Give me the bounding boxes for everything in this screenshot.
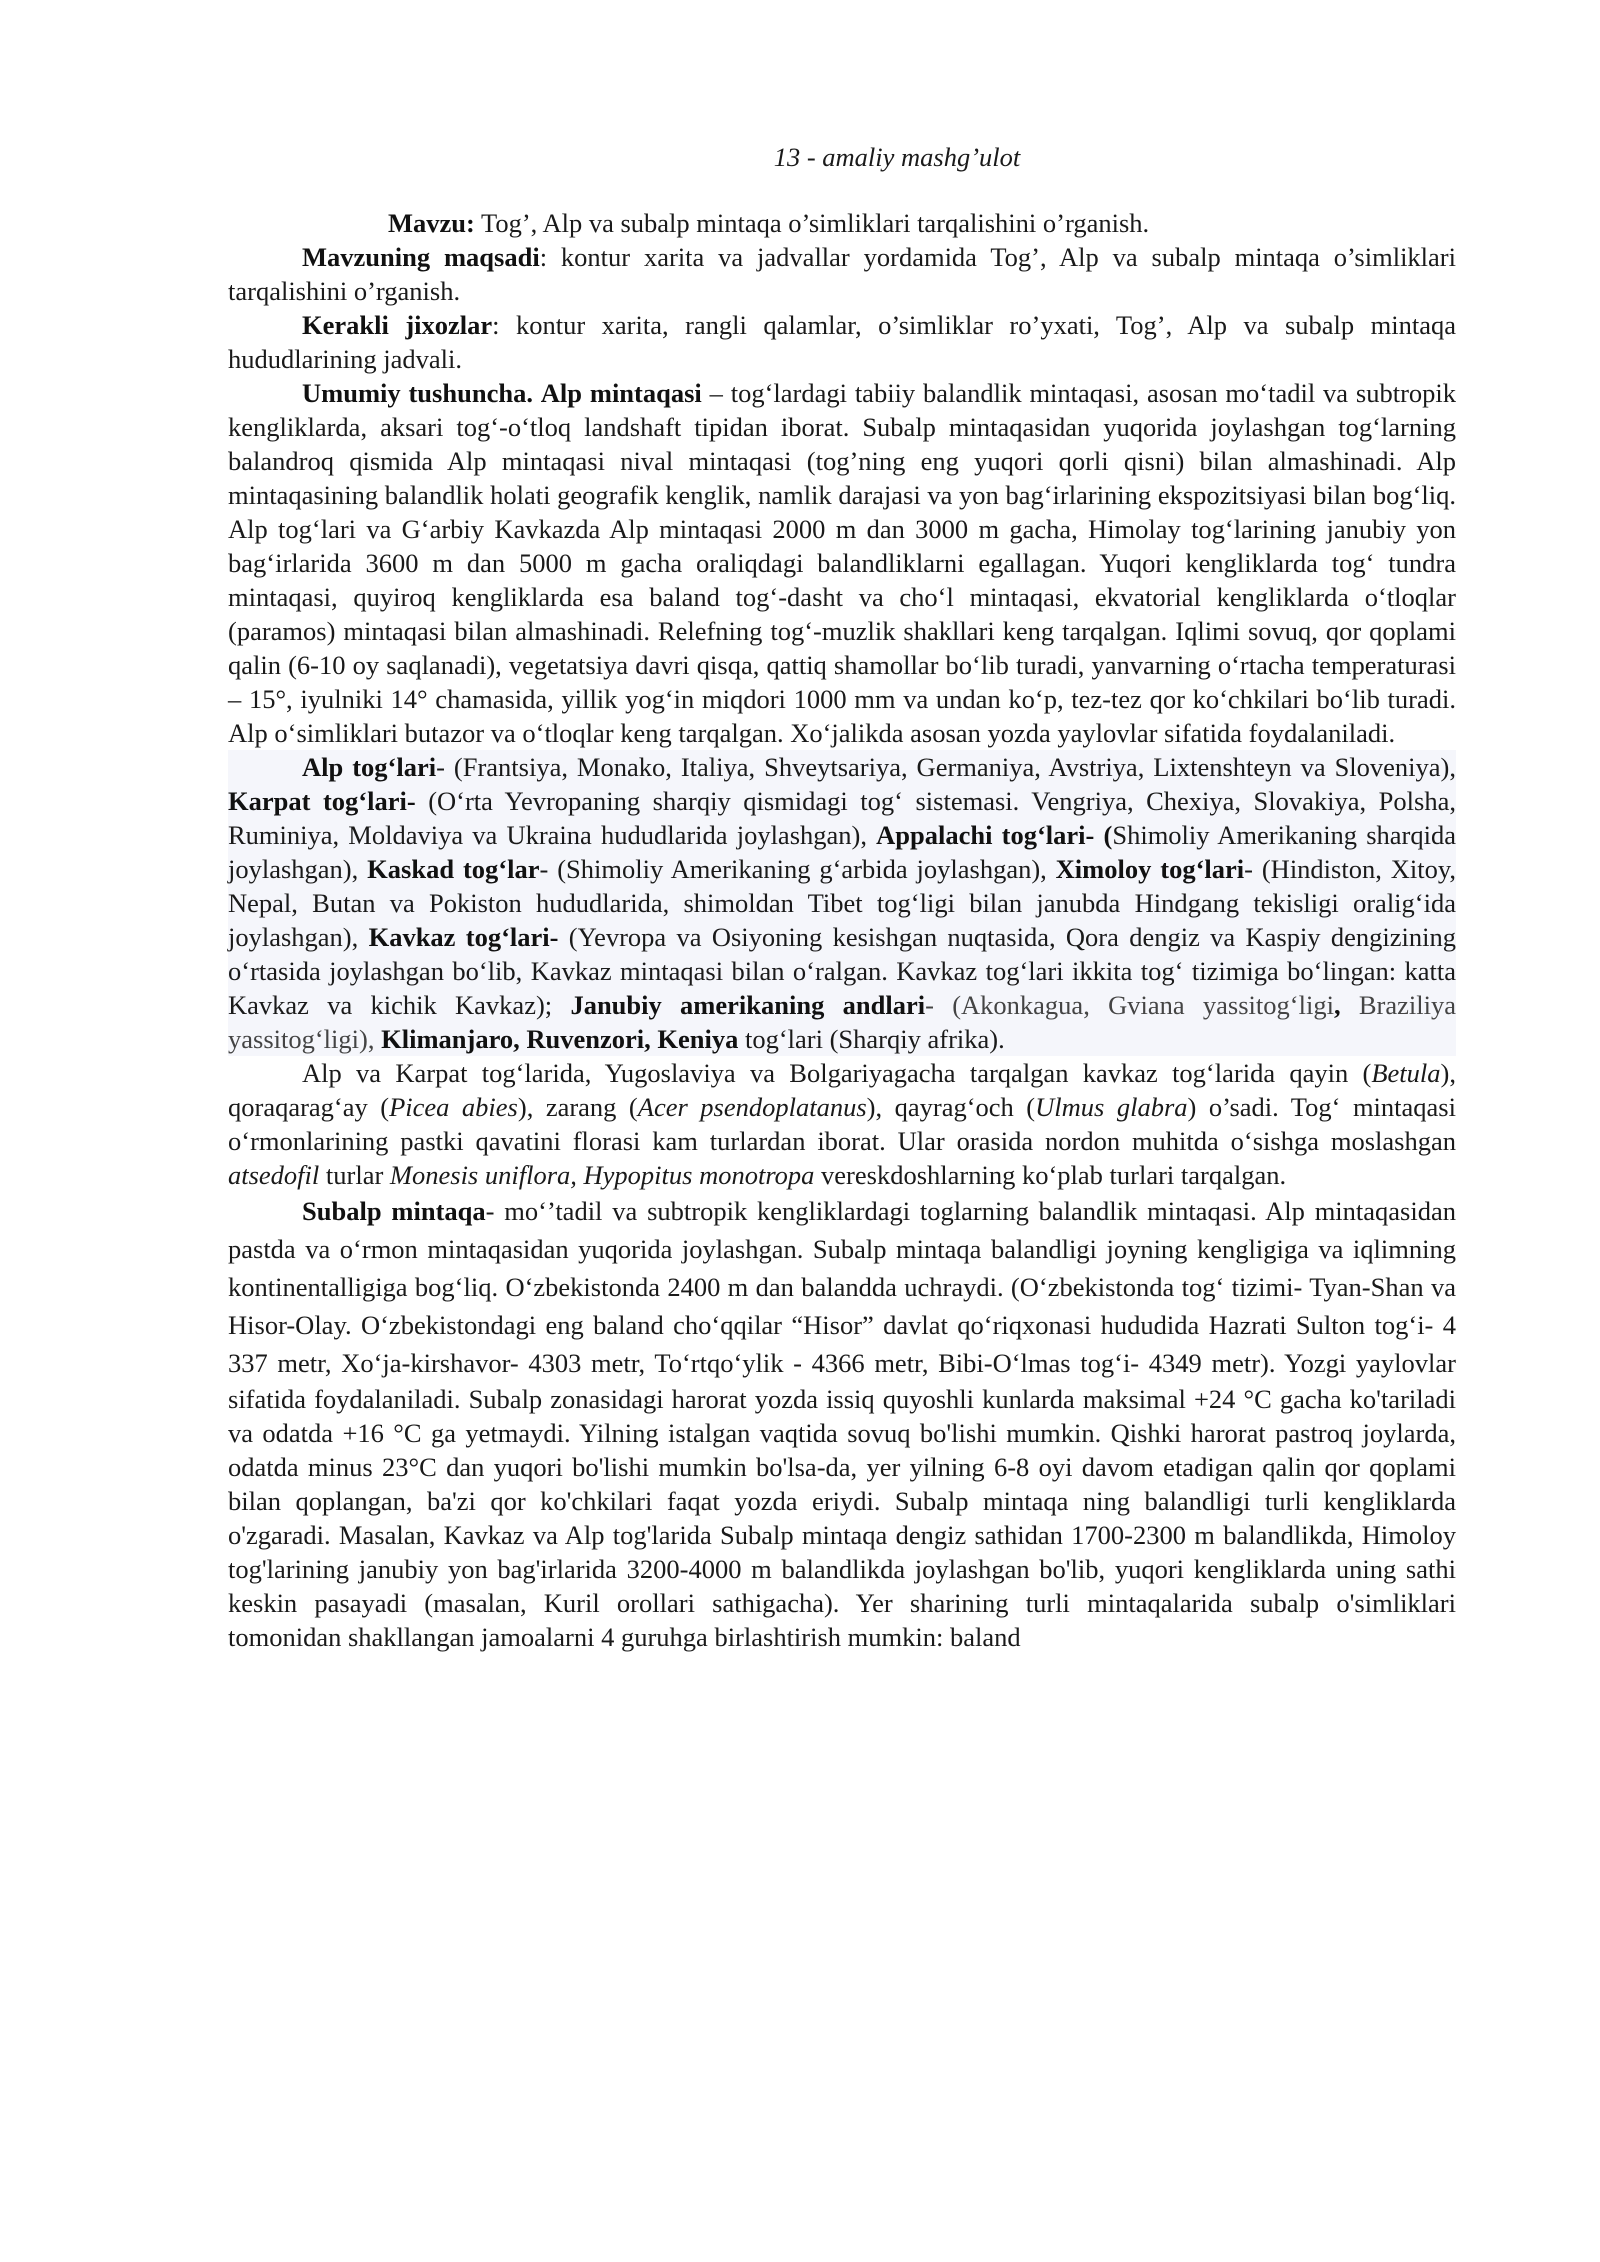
concept-text: – tog‘lardagi tabiiy balandlik mintaqasi, asosan mo‘tadil va subtropik kengliklarda, aksari tog‘-o‘tloq landshaft tipidan iborat. Subalp mintaqasidan yuqorida joylashgan tog‘larning balandroq qismida Alp mintaqasi nival mintaqasi (tog’ning eng yuqori qorli qisni) bilan almashinadi. Alp mintaqasining balandlik holati geografik kenglik, namlik darajasi va yon bag‘irlarining ekspozitsiyasi bilan bog‘liq. Alp tog‘lari va G‘arbiy Kavkazda Alp mintaqasi 2000 m dan 3000 m gacha, Himolay tog‘larining janubiy yon bag‘irlarida 3600 m dan 5000 m gacha oraliqdagi balandliklarni egallagan. Yuqori kengliklarda tog‘ tundra mintaqasi, quyiroq kengliklarda esa baland tog‘-dasht va cho‘l mintaqasi, ekvatorial kengliklarda o‘tloqlar (paramos) mintaqasi bilan almashinadi. Relefning tog‘-muzlik shakllari keng tarqalgan. Iqlimi sovuq, qor qoplami qalin (6-10 oy saqlanadi), vegetatsiya davri qisqa, qattiq shamollar bo‘lib turadi, yanvarning o‘rtacha temperaturasi – 15°, iyulniki 14° chamasida, yillik yog‘in miqdori 1000 mm va undan ko‘p, tez-tez qor ko‘chkilari bo‘lib turadi. Alp o‘simliklari butazor va o‘tloqlar keng tarqalgan. Xo‘jalikda asosan yozda yaylovlar sifatida foydalaniladi.	[228, 378, 1457, 748]
andlar-comma: ,	[1333, 990, 1341, 1020]
kaskad-label: Kaskad tog‘lar	[367, 854, 540, 884]
forests-text: turlar	[319, 1160, 390, 1190]
forests-text: vereskdoshlarning ko‘plab turlari tarqalgan.	[814, 1160, 1287, 1190]
subalp-text-2: Yozgi yaylovlar sifatida foydalaniladi. Subalp zonasidagi harorat yozda issiq quyoshli kunlarda maksimal +24 °C gacha ko'tariladi va odatda +16 °C ga yetmaydi. Yilning istalgan vaqtida sovuq bo'lishi mumkin. Qishki harorat pastroq joylarda, odatda minus 23°C dan yuqori bo'lishi mumkin bo'lsa-da, yer yilning 6-8 oyi davom etadigan qalin qor qoplami bilan qoplangan, ba'zi qor ko'chkilari faqat yozda eriydi. Subalp mintaqa ning balandligi turli kengliklarda o'zgaradi. Masalan, Kavkaz va Alp tog'larida Subalp mintaqa dengiz sathidan 1700-2300 m balandlikda, Himoloy tog'larining janubiy yon bag'irlarida 3200-4000 m balandlikda joylashgan bo'lib, yuqori kengliklarda uning sathi keskin pasayadi (masalan, Kuril orollari sathigacha). Yer sharining turli mintaqalarida subalp o'simliklari tomonidan shakllangan jamoalarni 4 guruhga birlashtirish mumkin: baland	[228, 1348, 1456, 1652]
subalp-paragraph	[228, 1192, 1456, 1654]
appalachi-text: Shimoliy Amerikaning sharqida joylashgan),	[228, 820, 1456, 884]
mountains-paragraph	[228, 750, 1456, 1056]
forests-text: ), zarang (	[517, 1092, 638, 1122]
subalp-label: Subalp mintaqa	[302, 1196, 486, 1226]
ximoloy-text: - (Hindiston, Xitoy, Nepal, Butan va Pokiston hududlarida, shimoldan Tibet tog‘ligi bilan janubda Hindgang tekisligi oralig‘ida joylashgan),	[228, 854, 1456, 952]
tools-paragraph	[228, 308, 1456, 376]
document-page	[228, 140, 1456, 1654]
karpat-text: (O‘rta Yevropaning sharqiy qismidagi tog‘ sistemasi. Vengriya, Chexiya, Slovakiya, Polsha, Ruminiya, Moldaviya va Ukraina hududlarida joylashgan),	[228, 786, 1456, 850]
kavkaz-label: Kavkaz tog‘lari-	[368, 922, 559, 952]
tools-label: Kerakli jixozlar	[302, 310, 493, 340]
concept-paragraph	[228, 376, 1456, 750]
subalp-text: - mo‘’tadil va subtropik kengliklardagi toglarning balandlik mintaqasi. Alp mintaqasidan pastda va o‘rmon mintaqasidan yuqorida joylashgan. Subalp mintaqa balandligi joyning kengligiga va iqlimning kontinentalligiga bog‘liq. O‘zbekistonda 2400 m dan balandda uchraydi. (O‘zbekistonda tog‘ tizimi- Tyan-Shan va Hisor-Olay. O‘zbekistondagi eng baland cho‘qqilar “Hisor” davlat qo‘riqxonasi hududida Hazrati Sulton tog‘i- 4 337 metr, Xo‘ja-kirshavor- 4303 metr, To‘rtqo‘ylik - 4366 metr, Bibi-O‘lmas tog‘i- 4349 metr).	[228, 1196, 1456, 1378]
goal-label: Mavzuning maqsadi	[302, 242, 540, 272]
kavkaz-text: (Yevropa va Osiyoning kesishgan nuqtasida, Qora dengiz va Kaspiy dengizining o‘rtasida joylashgan bo‘lib, Kavkaz mintaqasi bilan o‘ralgan. Kavkaz tog‘lari ikkita tog‘ tizimiga bo‘lingan: katta Kavkaz va kichik Kavkaz);	[228, 922, 1456, 1020]
page-title: 13 - amaliy mashg’ulot	[773, 142, 1021, 172]
latin-name: atsedofil	[228, 1160, 320, 1190]
forests-text: ), qayrag‘och (	[866, 1092, 1036, 1122]
appalachi-label: Appalachi tog‘lari- (	[876, 820, 1113, 850]
kilimanjaro-text: tog‘lari (Sharqiy afrika).	[738, 1024, 1005, 1054]
forests-text: ) o’sadi. Tog‘ mintaqasi o‘rmonlarining pastki qavatini florasi kam turlardan iborat. Ular orasida nordon muhitda o‘sishga moslashgan	[228, 1092, 1456, 1156]
alp-mountains-label: Alp tog‘lari	[302, 752, 437, 782]
topic-label: Mavzu:	[388, 208, 475, 238]
alp-zone-term: Alp mintaqasi	[540, 378, 702, 408]
concept-label: Umumiy tushuncha.	[302, 378, 533, 408]
kaskad-text: - (Shimoliy Amerikaning g‘arbida joylashgan),	[539, 854, 1056, 884]
andlar-label: Janubiy amerikaning andlari	[570, 990, 926, 1020]
latin-name: Monesis uniflora, Hypopitus monotropa	[389, 1160, 815, 1190]
andlar-text: - (Akonkagua, Gviana yassitog‘ligi	[925, 990, 1334, 1020]
topic-paragraph	[228, 206, 1456, 240]
forests-text: Alp va Karpat tog‘larida, Yugoslaviya va Bolgariyagacha tarqalgan kavkaz tog‘larida qayin (	[302, 1058, 1372, 1088]
tools-text: : kontur xarita, rangli qalamlar, o’simliklar ro’yxati, Tog’, Alp va subalp mintaqa hududlarining jadvali.	[228, 310, 1456, 374]
andlar-text-2: Braziliya yassitog‘ligi),	[228, 990, 1456, 1054]
goal-paragraph	[228, 240, 1456, 308]
goal-text: : kontur xarita va jadvallar yordamida Tog’, Alp va subalp mintaqa o’simliklari tarqalishini o’rganish.	[228, 242, 1456, 306]
forests-paragraph	[228, 1056, 1456, 1192]
karpat-label: Karpat tog‘lari-	[228, 786, 416, 816]
latin-name: Betula	[1371, 1058, 1441, 1088]
alp-mountains-text: - (Frantsiya, Monako, Italiya, Shveytsariya, Germaniya, Avstriya, Lixtenshteyn va Sloveniya),	[436, 752, 1457, 782]
latin-name: Picea abies	[389, 1092, 518, 1122]
topic-text: Tog’, Alp va subalp mintaqa o’simliklari tarqalishini o’rganish.	[474, 208, 1150, 238]
kilimanjaro-label: Klimanjaro, Ruvenzori, Keniya	[381, 1024, 739, 1054]
ximoloy-label: Ximoloy tog‘lari	[1055, 854, 1245, 884]
latin-name: Acer psendoplatanus	[637, 1092, 867, 1122]
latin-name: Ulmus glabra	[1035, 1092, 1188, 1122]
forests-text: ), qoraqarag‘ay (	[228, 1058, 1456, 1122]
